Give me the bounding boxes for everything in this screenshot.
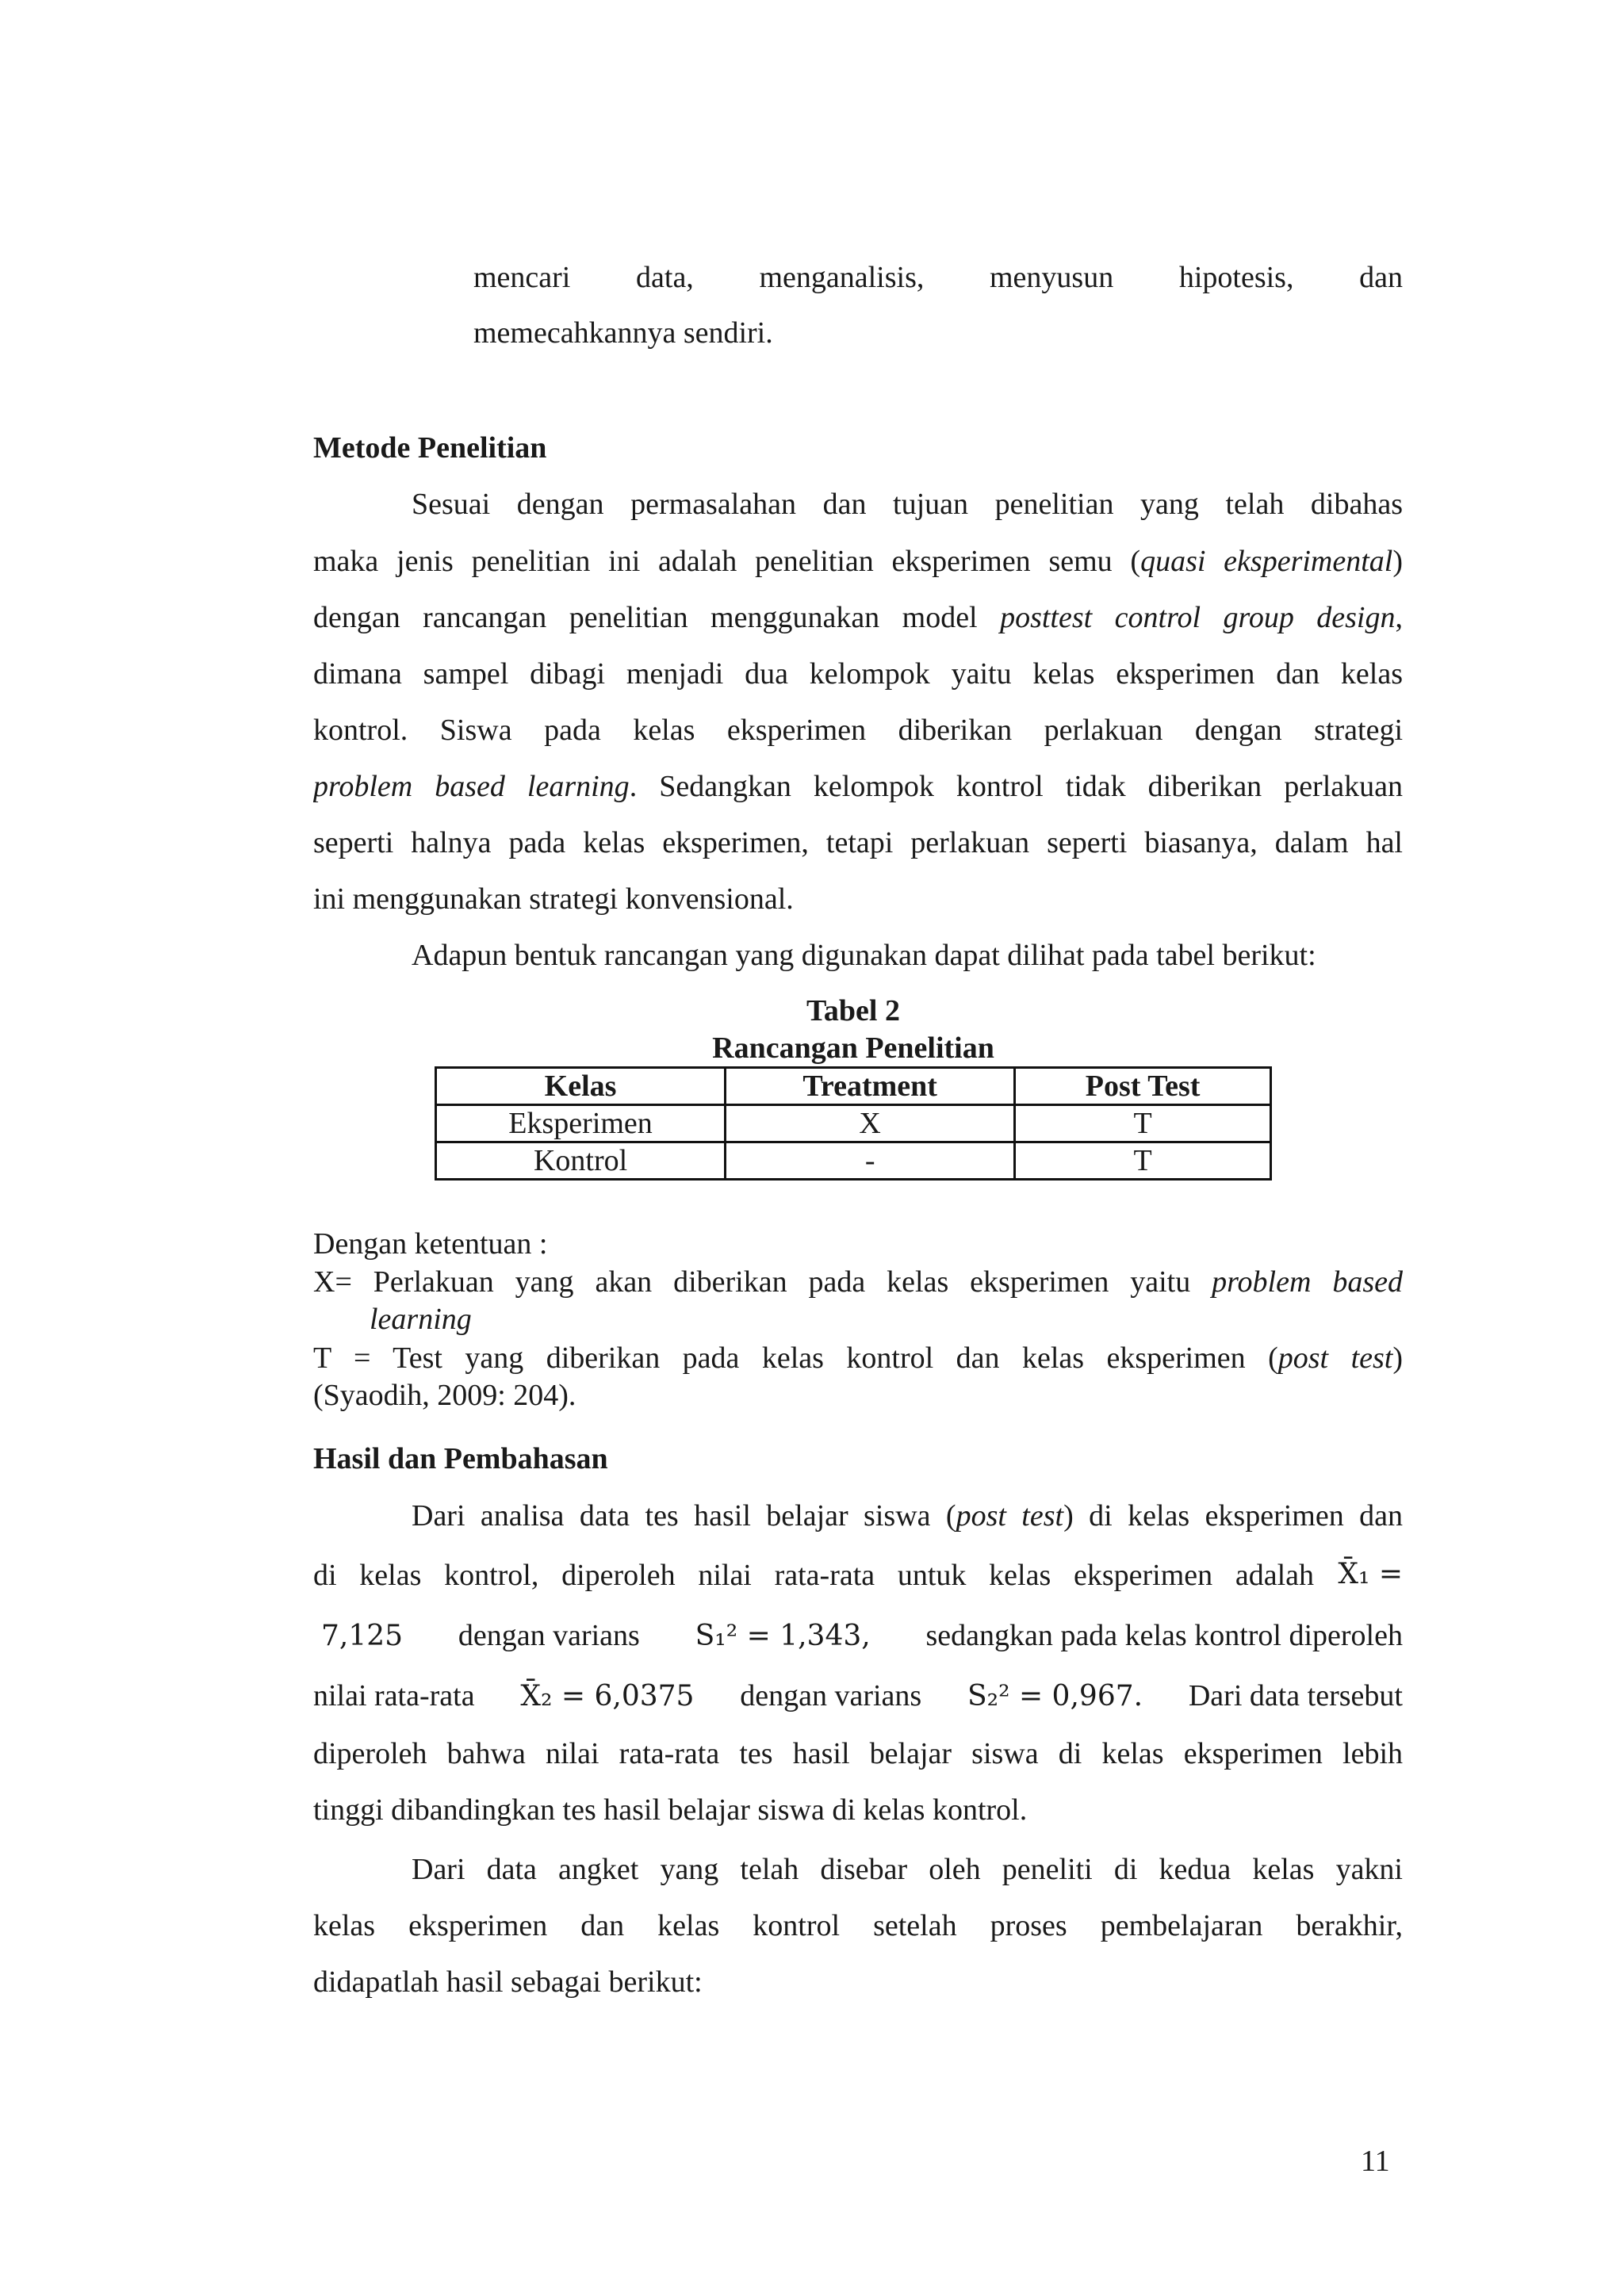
table-row <box>436 1105 1271 1142</box>
metode-p1-line-3: dengan rancangan penelitian menggunakan model posttest control group design, <box>313 601 1403 634</box>
hasil-p1-line-1: Dari analisa data tes hasil belajar siswa (post test) di kelas eksperimen dan <box>412 1499 1403 1533</box>
table-header-row <box>436 1068 1271 1105</box>
metode-p1-line-8: ini menggunakan strategi konvensional. <box>313 882 794 916</box>
hasil-p2-line-3: didapatlah hasil sebagai berikut: <box>313 1965 703 1999</box>
math-variance-1: S₁² = 1,343, <box>695 1620 871 1652</box>
metode-p1-line-4: dimana sampel dibagi menjadi dua kelompok yaitu kelas eksperimen dan kelas <box>313 657 1403 691</box>
table-cell: - <box>726 1142 1015 1180</box>
math-mean-2: X̄₂ = 6,0375 <box>520 1680 695 1712</box>
intro-word: hipotesis, <box>1178 261 1294 294</box>
intro-word: mencari <box>473 261 571 294</box>
ketentuan-t-line: T = Test yang diberikan pada kelas kontrol dan kelas eksperimen (post test) <box>313 1341 1403 1375</box>
intro-word: menganalisis, <box>759 261 925 294</box>
hasil-p1-line-3: 7,125 dengan varians S₁² = 1,343, sedangkan pada kelas kontrol diperoleh <box>313 1618 1403 1653</box>
table-cell: T <box>1015 1142 1271 1180</box>
hasil-p1-line-4: nilai rata-rata X̄₂ = 6,0375 dengan varians S₂² = 0,967. Dari data tersebut <box>313 1679 1403 1712</box>
math-mean-1: X̄₁ = <box>1338 1558 1403 1590</box>
design-table <box>435 1066 1272 1181</box>
math-variance-2: S₂² = 0,967. <box>967 1680 1143 1712</box>
hasil-p1-line-2: di kelas kontrol, diperoleh nilai rata-rata untuk kelas eksperimen adalah X̄₁ = <box>313 1558 1403 1592</box>
section-heading-metode: Metode Penelitian <box>313 431 547 465</box>
hasil-p1-line-6: tinggi dibandingkan tes hasil belajar siswa di kelas kontrol. <box>313 1793 1028 1827</box>
table-header-cell: Post Test <box>1015 1068 1271 1105</box>
hasil-p1-line-5: diperoleh bahwa nilai rata-rata tes hasil belajar siswa di kelas eksperimen lebih <box>313 1737 1403 1770</box>
metode-p1-line-5: kontrol. Siswa pada kelas eksperimen diberikan perlakuan dengan strategi <box>313 714 1403 747</box>
metode-p1-line-6: problem based learning. Sedangkan kelompok kontrol tidak diberikan perlakuan <box>313 770 1403 803</box>
ketentuan-x-line-2: learning <box>370 1303 472 1336</box>
ketentuan-label: Dengan ketentuan : <box>313 1227 548 1261</box>
table-cell: Eksperimen <box>436 1105 726 1142</box>
ketentuan-x-line-1: X= Perlakuan yang akan diberikan pada kelas eksperimen yaitu problem based <box>313 1265 1403 1299</box>
metode-p1-line-1: Sesuai dengan permasalahan dan tujuan penelitian yang telah dibahas <box>412 488 1403 521</box>
table-title: Tabel 2 <box>806 994 900 1027</box>
table-row <box>436 1142 1271 1180</box>
metode-p2: Adapun bentuk rancangan yang digunakan dapat dilihat pada tabel berikut: <box>412 939 1316 972</box>
table-header-cell: Kelas <box>436 1068 726 1105</box>
math-value-mean-1: 7,125 <box>321 1620 404 1652</box>
hasil-p2-line-2: kelas eksperimen dan kelas kontrol setelah proses pembelajaran berakhir, <box>313 1909 1403 1942</box>
metode-p1-line-2: maka jenis penelitian ini adalah penelitian eksperimen semu (quasi eksperimental) <box>313 545 1403 578</box>
hasil-p2-line-1: Dari data angket yang telah disebar oleh peneliti di kedua kelas yakni <box>412 1853 1403 1886</box>
intro-line-2: memecahkannya sendiri. <box>473 316 773 350</box>
table-cell: Kontrol <box>436 1142 726 1180</box>
table-header-cell: Treatment <box>726 1068 1015 1105</box>
intro-word: data, <box>636 261 694 294</box>
intro-word: dan <box>1359 261 1403 294</box>
table-cell: X <box>726 1105 1015 1142</box>
page-number: 11 <box>1361 2145 1390 2178</box>
metode-p1-line-7: seperti halnya pada kelas eksperimen, tetapi perlakuan seperti biasanya, dalam hal <box>313 826 1403 859</box>
table-cell: T <box>1015 1105 1271 1142</box>
table-subtitle: Rancangan Penelitian <box>712 1031 994 1065</box>
section-heading-hasil: Hasil dan Pembahasan <box>313 1442 608 1475</box>
intro-word: menyusun <box>990 261 1114 294</box>
intro-line-1 <box>473 260 1403 295</box>
ketentuan-citation: (Syaodih, 2009: 204). <box>313 1379 576 1412</box>
